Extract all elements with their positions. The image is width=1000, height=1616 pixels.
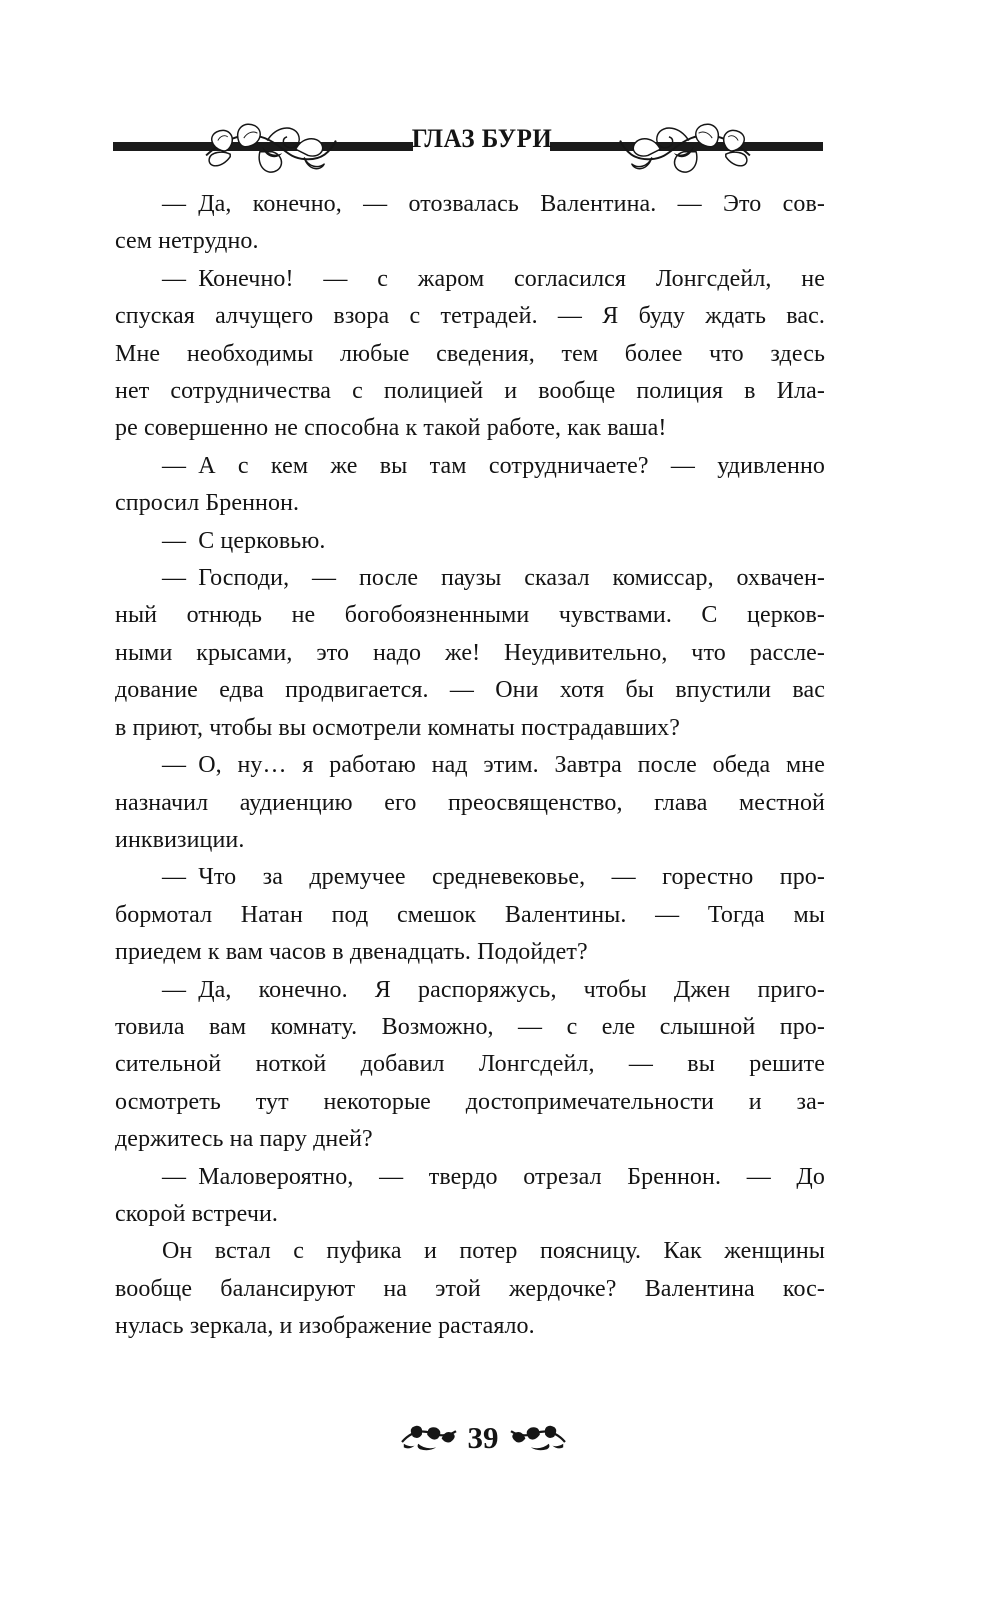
leaf-sprig-icon [509, 1424, 567, 1451]
text-line: скорой встречи. [115, 1200, 279, 1227]
text-line: держитесь на пару дней? [115, 1126, 373, 1153]
text-line: — А с кем же вы там сотрудничаете? — удивленно [162, 452, 825, 479]
text-line: нет сотрудничества с полицией и вообще полиция в Ила- [115, 378, 825, 405]
text-line: спуская алчущего взора с тетрадей. — Я буду ждать вас. [115, 303, 825, 330]
text-line: в приют, чтобы вы осмотрели комнаты пострадавших? [115, 714, 680, 741]
text-line: инквизиции. [115, 826, 245, 853]
text-line: ный отнюдь не богобоязненными чувствами. С церков- [115, 602, 825, 629]
text-line: — Маловероятно, — твердо отрезал Бреннон. — До [162, 1163, 825, 1190]
text-line: вообще балансируют на этой жердочке? Валентина кос- [115, 1275, 825, 1302]
text-line: спросил Бреннон. [115, 490, 300, 517]
text-line: бормотал Натан под смешок Валентины. — Тогда мы [115, 901, 825, 928]
text-line: — О, ну… я работаю над этим. Завтра после обеда мне [162, 752, 825, 779]
text-line: Мне необходимы любые сведения, тем более что здесь [115, 340, 825, 367]
page-number: 39 [467, 1420, 499, 1455]
acanthus-flourish-icon [617, 117, 753, 184]
text-line: ре совершенно не способна к такой работе, как ваша! [115, 415, 667, 442]
text-line: сительной ноткой добавил Лонгсдейл, — вы решите [115, 1051, 825, 1078]
text-line: — Что за дремучее средневековье, — горестно про- [162, 864, 825, 891]
text-line: назначил аудиенцию его преосвященство, глава местной [115, 789, 825, 816]
page-text [115, 186, 825, 1346]
text-line: — Да, конечно. Я распоряжусь, чтобы Джен приго- [162, 976, 825, 1003]
text-line: Он встал с пуфика и потер поясницу. Как женщины [162, 1238, 825, 1265]
text-line: приедем к вам часов в двенадцать. Подойдет? [115, 939, 588, 966]
running-title: ГЛАЗ БУРИ [411, 124, 553, 153]
text-line: — Конечно! — с жаром согласился Лонгсдейл, не [162, 265, 825, 292]
acanthus-flourish-icon [203, 117, 339, 184]
page-footer [0, 1422, 966, 1453]
text-line: сем нетрудно. [115, 228, 259, 255]
text-line: осмотреть тут некоторые достопримечательности и за- [115, 1088, 825, 1115]
text-line: нулась зеркала, и изображение растаяло. [115, 1313, 535, 1340]
text-line: — Господи, — после паузы сказал комиссар, охвачен- [162, 565, 825, 592]
text-line: — Да, конечно, — отозвалась Валентина. — Это сов- [162, 191, 825, 217]
text-line: товила вам комнату. Возможно, — с еле слышной про- [115, 1013, 825, 1040]
text-line: дование едва продвигается. — Они хотя бы впустили вас [115, 677, 825, 704]
text-line: — С церковью. [162, 527, 326, 554]
leaf-sprig-icon [400, 1424, 458, 1451]
text-line: ными крысами, это надо же! Неудивительно, что рассле- [115, 639, 825, 666]
